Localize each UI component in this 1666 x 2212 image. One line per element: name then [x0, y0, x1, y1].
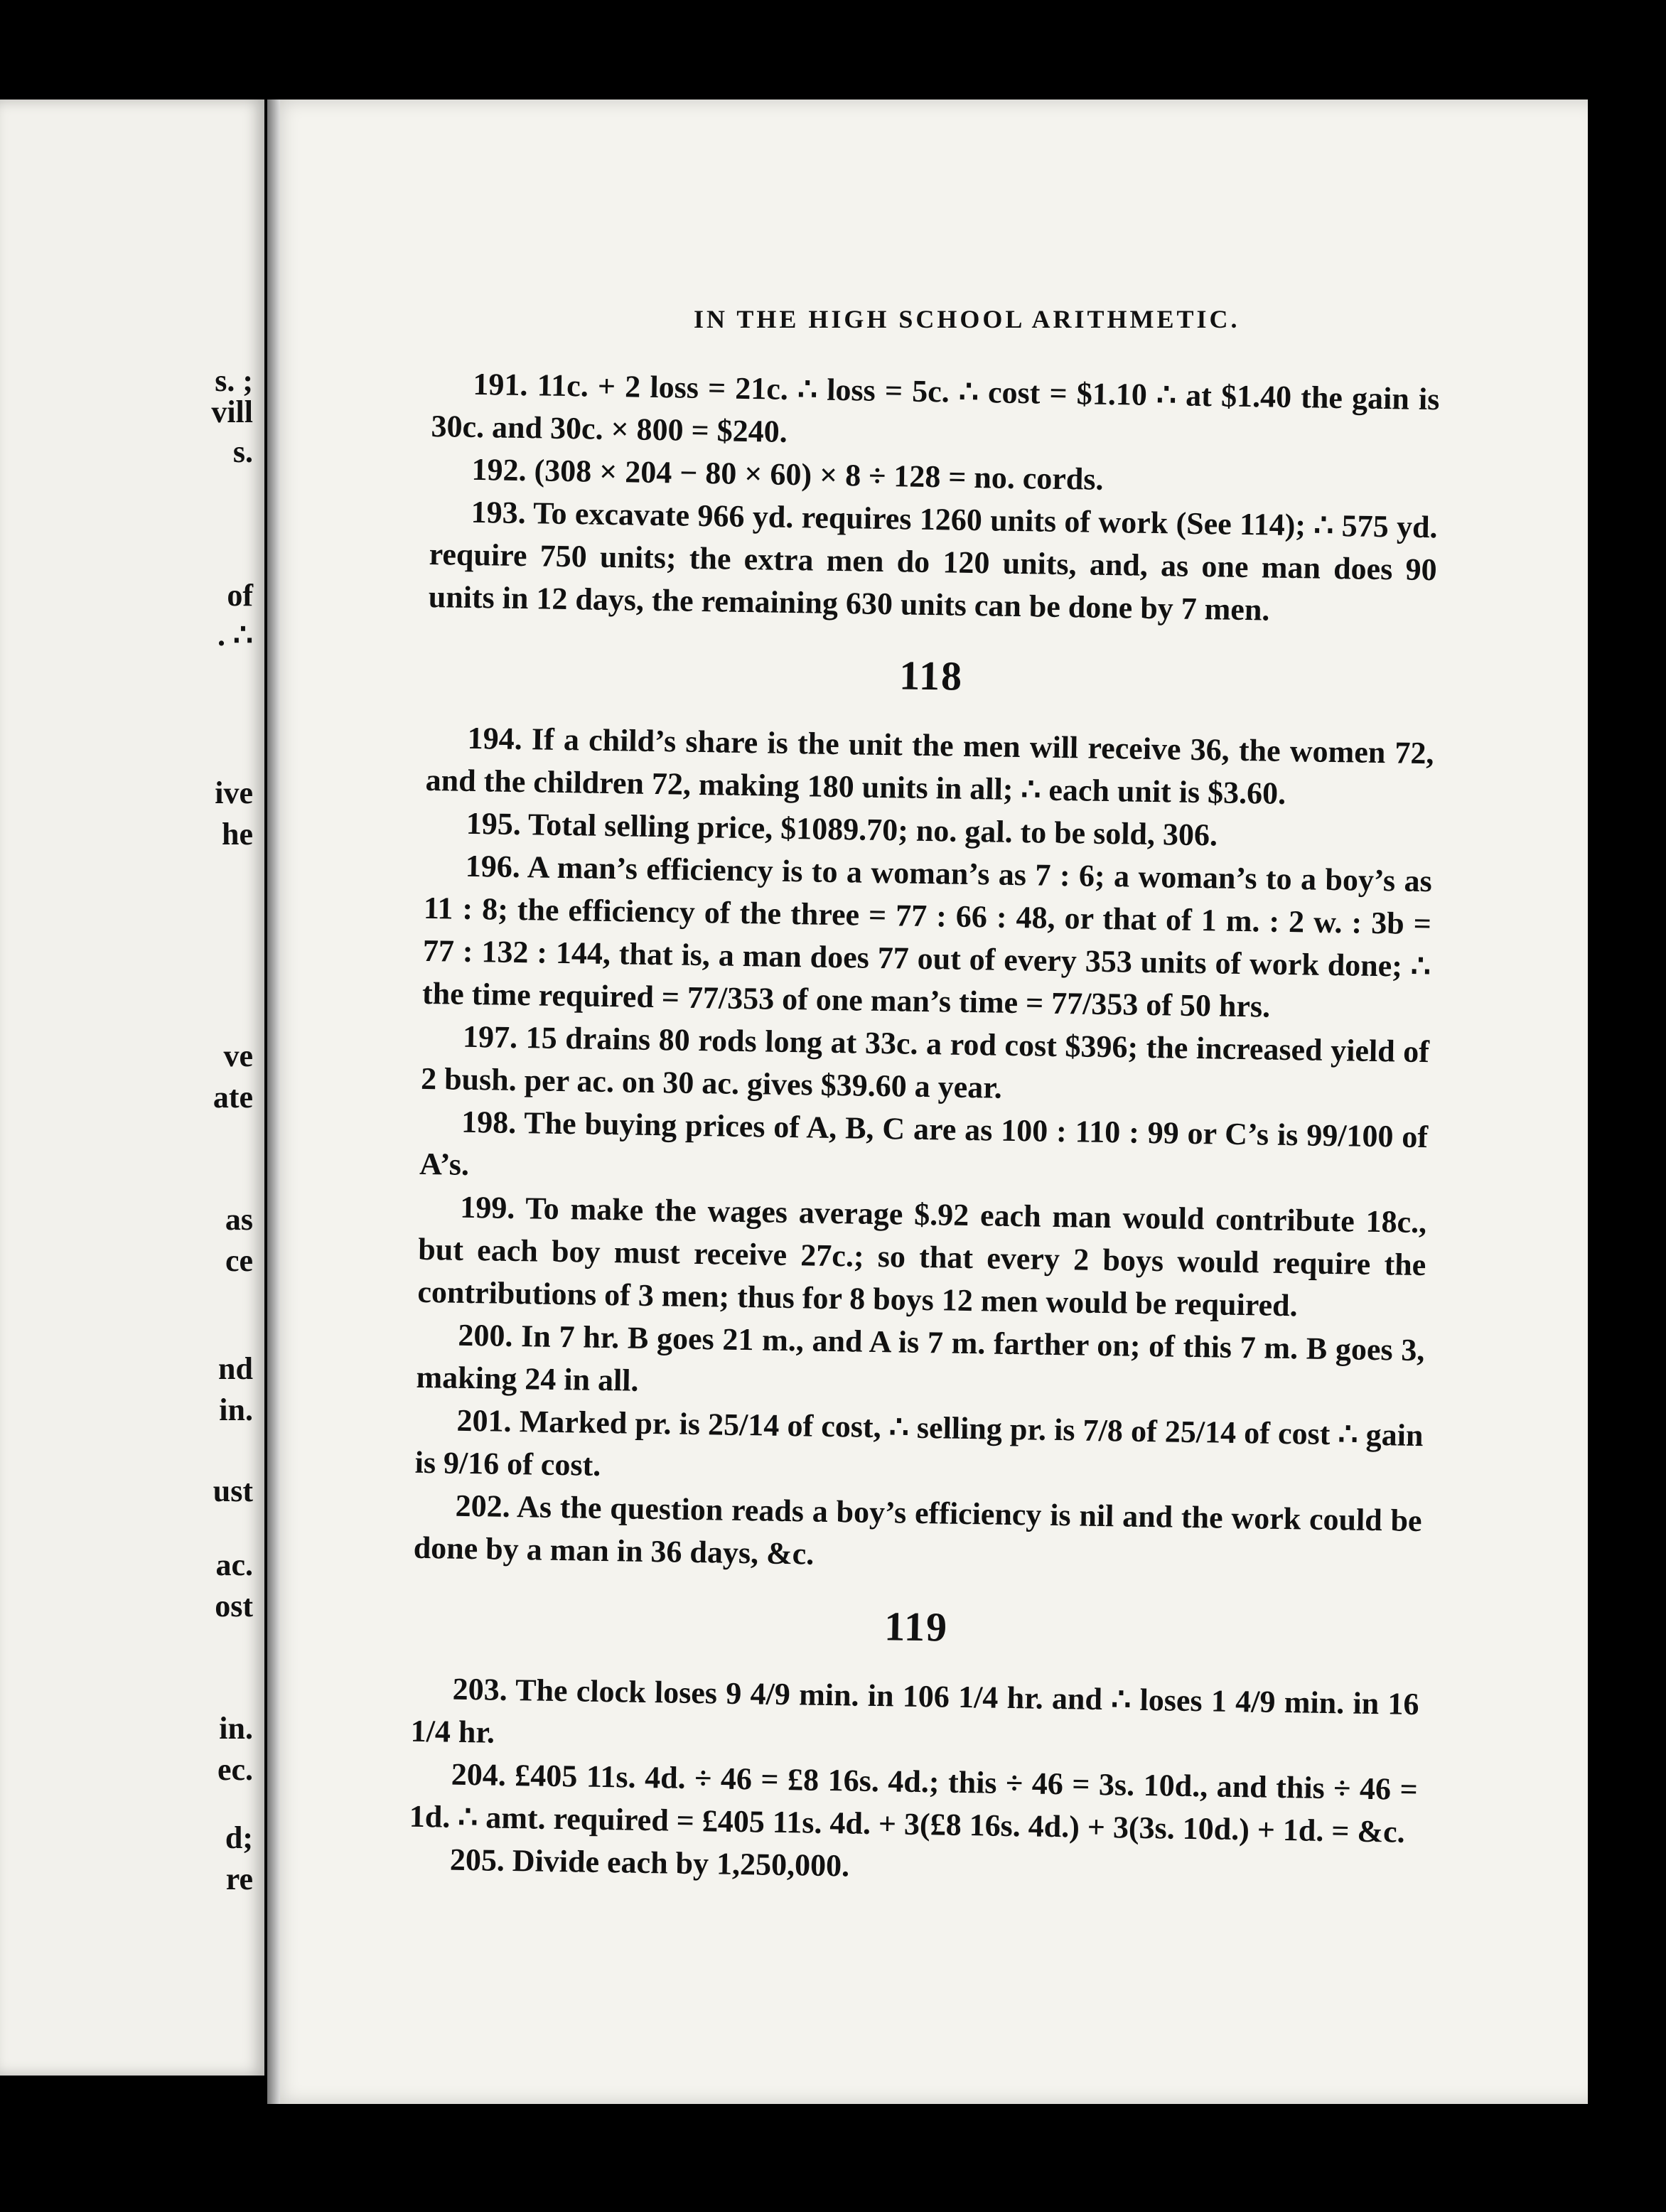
answer-196: 196. A man’s efficiency is to a woman’s as 7 : 6; a woman’s to a boy’s as 11 : 8; the efficiency of the three = 77 : 66 : 48, or that of 1 m. : 2 w. : 3b = 77 : 132 : 144, that is, a man does 77 out of every 353 units of work done; ∴ the time required = 77/353 of one man’s time = 77/353 of 50 hrs.: [421, 848, 1433, 1024]
left-fragment: ust: [213, 1473, 253, 1508]
left-fragment: ate: [213, 1080, 253, 1115]
left-fragment: ac.: [215, 1547, 253, 1582]
answer-192: 192. (308 × 204 − 80 × 60) × 8 ÷ 128 = no. cords.: [471, 451, 1104, 497]
left-fragment: nd: [218, 1351, 253, 1386]
answer-199: 199. To make the wages average $.92 each man would contribute 18c., but each boy must receive 27c.; so that every 2 boys would require the contributions of 3 men; thus for 8 boys 12 men would be required.: [417, 1189, 1427, 1324]
answer-197: 197. 15 drains 80 rods long at 33c. a rod cost $396; the increased yield of 2 bush. per ac. on 30 ac. gives $39.60 a year.: [420, 1019, 1430, 1105]
page-text: [408, 363, 1439, 1896]
left-fragment: of: [227, 578, 253, 613]
left-fragment: vill: [211, 394, 253, 429]
answer-203: 203. The clock loses 9 4/9 min. in 106 1/4 hr. and ∴ loses 1 4/9 min. in 16 1/4 hr.: [410, 1671, 1419, 1750]
left-fragment: ost: [215, 1589, 253, 1623]
left-fragment: s. ;: [215, 363, 253, 398]
answer-195: 195. Total selling price, $1089.70; no. gal. to be sold, 306.: [466, 805, 1218, 853]
left-fragment: as: [225, 1202, 253, 1237]
page-gutter-shadow: [267, 100, 280, 2104]
answer-200: 200. In 7 hr. B goes 21 m., and A is 7 m. farther on; of this 7 m. B goes 3, making 24 in all.: [416, 1317, 1425, 1398]
section-heading-118: 118: [898, 652, 964, 699]
answer-194: 194. If a child’s share is the unit the men will receive 36, the women 72, and the children 72, making 180 units in all; ∴ each unit is $3.60.: [425, 720, 1434, 811]
left-fragment: d;: [225, 1820, 253, 1855]
left-fragment: s.: [232, 434, 253, 469]
left-fragment: he: [222, 817, 253, 852]
left-fragment: in.: [219, 1392, 253, 1427]
answer-204: 204. £405 11s. 4d. ÷ 46 = £8 16s. 4d.; this ÷ 46 = 3s. 10d., and this ÷ 46 = 1d. ∴ amt. required = £405 11s. 4d. + 3(£8 16s. 4d.) + 3(3s. 10d.) + 1d. = &c.: [409, 1756, 1419, 1849]
answer-191: 191. 11c. + 2 loss = 21c. ∴ loss = 5c. ∴ cost = $1.10 ∴ at $1.40 the gain is 30c. and 30c. × 800 = $240.: [431, 366, 1440, 449]
left-fragment: ive: [215, 775, 253, 810]
book-page: [267, 100, 1588, 2104]
answer-193: 193. To excavate 966 yd. requires 1260 units of work (See 114); ∴ 575 yd. require 750 units; the extra men do 120 units, and, as one man does 90 units in 12 days, the remaining 630 units can be done by 7 men.: [428, 494, 1438, 628]
left-fragment: ce: [225, 1243, 253, 1278]
answer-198: 198. The buying prices of A, B, C are as 100 : 110 : 99 or C’s is 99/100 of A’s.: [419, 1104, 1429, 1182]
answer-201: 201. Marked pr. is 25/14 of cost, ∴ selling pr. is 7/8 of 25/14 of cost ∴ gain is 9/16 of cost.: [414, 1402, 1424, 1483]
running-head: IN THE HIGH SCHOOL ARITHMETIC.: [694, 305, 1240, 333]
left-fragment: re: [225, 1862, 253, 1896]
left-fragment: . ∴: [217, 618, 253, 653]
left-fragment: in.: [219, 1711, 253, 1746]
left-fragment: ec.: [217, 1752, 253, 1787]
left-facing-page: [0, 100, 264, 2076]
answer-202: 202. As the question reads a boy’s efficiency is nil and the work could be done by a man in 36 days, &c.: [413, 1488, 1422, 1572]
section-heading-119: 119: [883, 1603, 949, 1650]
left-fragment: ve: [223, 1038, 253, 1073]
answer-205: 205. Divide each by 1,250,000.: [449, 1842, 850, 1884]
